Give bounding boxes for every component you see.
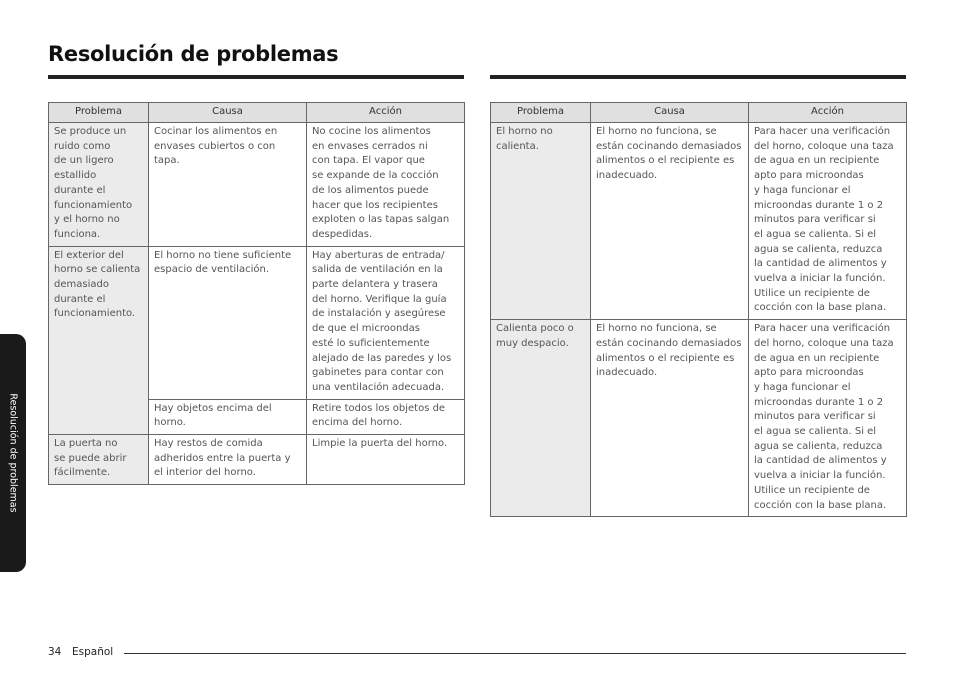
problem-cell: Se produce un ruido como de un ligero estallido durante el funcionamiento y el horno no funciona. [49,123,149,247]
footer-language: Español [72,646,114,658]
header-problema: Problema [49,103,149,123]
side-tab-label: Resolución de problemas [7,393,19,513]
title-rule-left [48,75,464,79]
header-accion: Acción [307,103,465,123]
cause-cell: El horno no funciona, se están cocinando demasiados alimentos o el recipiente es inadecuado. [591,123,749,320]
page-title: Resolución de problemas [48,42,339,66]
troubleshooting-table-right [490,102,907,517]
problem-cell: Calienta poco o muy despacio. [491,320,591,517]
header-problema: Problema [491,103,591,123]
cause-cell: El horno no tiene suficiente espacio de ventilación. [149,246,307,399]
title-rule-right [490,75,906,79]
footer-rule [124,653,906,654]
page-number: 34 [48,646,62,658]
table-header-row [491,103,907,123]
table-row [49,246,465,399]
problem-cell: La puerta no se puede abrir fácilmente. [49,435,149,485]
table-header-row [49,103,465,123]
table-row [49,435,465,485]
action-cell: Limpie la puerta del horno. [307,435,465,485]
header-accion: Acción [749,103,907,123]
cause-cell: Cocinar los alimentos en envases cubiertos o con tapa. [149,123,307,247]
table-row [491,320,907,517]
troubleshooting-table-left [48,102,465,485]
cause-cell: Hay restos de comida adheridos entre la puerta y el interior del horno. [149,435,307,485]
problem-cell: El exterior del horno se calienta demasiado durante el funcionamiento. [49,246,149,434]
action-cell: Retire todos los objetos de encima del horno. [307,399,465,434]
action-cell: Para hacer una verificación del horno, coloque una taza de agua en un recipiente apto para microondas y haga funcionar el microondas durante 1 o 2 minutos para verificar si el agua se calienta. Si el agua se calienta, reduzca la cantidad de alimentos y vuelva a iniciar la función. Utilice un recipiente de cocción con la base plana. [749,123,907,320]
table-row [49,123,465,247]
header-causa: Causa [591,103,749,123]
action-cell: Para hacer una verificación del horno, coloque una taza de agua en un recipiente apto para microondas y haga funcionar el microondas durante 1 o 2 minutos para verificar si el agua se calienta. Si el agua se calienta, reduzca la cantidad de alimentos y vuelva a iniciar la función. Utilice un recipiente de cocción con la base plana. [749,320,907,517]
table-row [491,123,907,320]
section-side-tab [0,334,26,572]
action-cell: Hay aberturas de entrada/ salida de ventilación en la parte delantera y trasera del horno. Verifique la guía de instalación y asegúrese de que el microondas esté lo suficientemente alejado de las paredes y los gabinetes para contar con una ventilación adecuada. [307,246,465,399]
cause-cell: El horno no funciona, se están cocinando demasiados alimentos o el recipiente es inadecuado. [591,320,749,517]
action-cell: No cocine los alimentos en envases cerrados ni con tapa. El vapor que se expande de la cocción de los alimentos puede hacer que los recipientes exploten o las tapas salgan despedidas. [307,123,465,247]
problem-cell: El horno no calienta. [491,123,591,320]
cause-cell: Hay objetos encima del horno. [149,399,307,434]
header-causa: Causa [149,103,307,123]
